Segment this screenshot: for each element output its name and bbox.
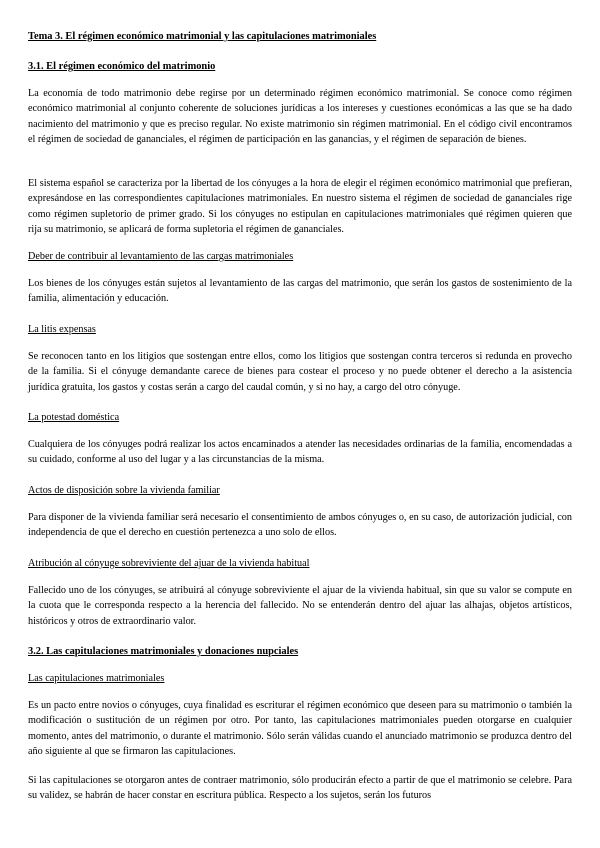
subheading-ajuar-vivienda: Atribución al cónyuge sobreviviente del ajuar de la vivienda habitual: [28, 558, 310, 569]
subheading-litis-expensas: La litis expensas: [28, 324, 96, 335]
paragraph: Los bienes de los cónyuges están sujetos al levantamiento de las cargas del matrimonio, que serán los gastos de sostenimiento de la familia, alimentación y educación.: [28, 278, 572, 305]
paragraph: Se reconocen tanto en los litigios que sostengan entre ellos, como los litigios que sostengan contra terceros si redunda en provecho de la familia. Si el cónyuge demandante carece de bienes para costear el proceso y no puede obtener el derecho a la asistencia jurídica gratuita, los gastos y costas serán a cargo del caudal común, y si no hay, a cargo del otro cónyuge.: [28, 351, 572, 393]
document-title: Tema 3. El régimen económico matrimonial y las capitulaciones matrimoniales: [28, 31, 377, 42]
paragraph: Para disponer de la vivienda familiar será necesario el consentimiento de ambos cónyuges o, en su caso, de autorización judicial, con independencia de que el derecho en cuestión pertenezca a uno solo de ellos.: [28, 512, 572, 539]
subheading-cargas-matrimoniales: Deber de contribuir al levantamiento de las cargas matrimoniales: [28, 251, 294, 262]
paragraph: Cualquiera de los cónyuges podrá realizar los actos encaminados a atender las necesidades ordinarias de la familia, encomendadas a su cuidado, conforme al uso del lugar y a las circunstancias de la misma.: [28, 439, 572, 466]
paragraph: El sistema español se caracteriza por la libertad de los cónyuges a la hora de elegir el régimen económico matrimonial que prefieran, expresándose en las correspondientes capitulaciones matrimoniales. En nuestro sistema el régimen de sociedad de gananciales rige como régimen supletorio de primer grado. Si los cónyuges no estipulan en capitulaciones matrimoniales qué régimen quieren que rija su matrimonio, se aplicará de forma supletoria el régimen de gananciales.: [28, 178, 572, 236]
paragraph: Es un pacto entre novios o cónyuges, cuya finalidad es escriturar el régimen económico que deseen para su matrimonio o también la modificación o sustitución de un régimen por otro. Por tanto, las capitulaciones matrimoniales pueden otorgarse en cualquier momento, antes del matrimonio, o durante el matrimonio. Sólo serán válidas cuando el anunciado matrimonio se produzca dentro del año siguiente al que se firmaron las capitulaciones.: [28, 700, 572, 758]
section-heading-3-2: 3.2. Las capitulaciones matrimoniales y donaciones nupciales: [28, 646, 299, 657]
subheading-capitulaciones: Las capitulaciones matrimoniales: [28, 673, 165, 684]
subheading-potestad-domestica: La potestad doméstica: [28, 412, 120, 423]
paragraph: La economía de todo matrimonio debe regirse por un determinado régimen económico matrimonial. Se conoce como régimen económico matrimonial al conjunto coherente de soluciones jurídicas a los intereses y cuestiones económicas a las que se ha dado nacimiento del matrimonio y que es preciso regular. No existe matrimonio sin régimen matrimonial. En el código civil encontramos el régimen de sociedad de gananciales, el régimen de participación en las ganancias, y el régimen de separación de bienes.: [28, 88, 572, 146]
section-heading-3-1: 3.1. El régimen económico del matrimonio: [28, 61, 216, 72]
paragraph: Fallecido uno de los cónyuges, se atribuirá al cónyuge sobreviviente el ajuar de la vivienda habitual, sin que su valor se compute en la cuota que le corresponda respecto a la herencia del fallecido. No se entenderán dentro del ajuar las alhajas, objetos artísticos, históricos y otros de extraordinario valor.: [28, 585, 572, 627]
subheading-vivienda-familiar: Actos de disposición sobre la vivienda familiar: [28, 485, 220, 496]
paragraph: Si las capitulaciones se otorgaron antes de contraer matrimonio, sólo producirán efecto a partir de que el matrimonio se celebre. Para su validez, se habrán de hacer constar en escritura pública. Respecto a los sujetos, serán los futuros: [28, 775, 572, 802]
